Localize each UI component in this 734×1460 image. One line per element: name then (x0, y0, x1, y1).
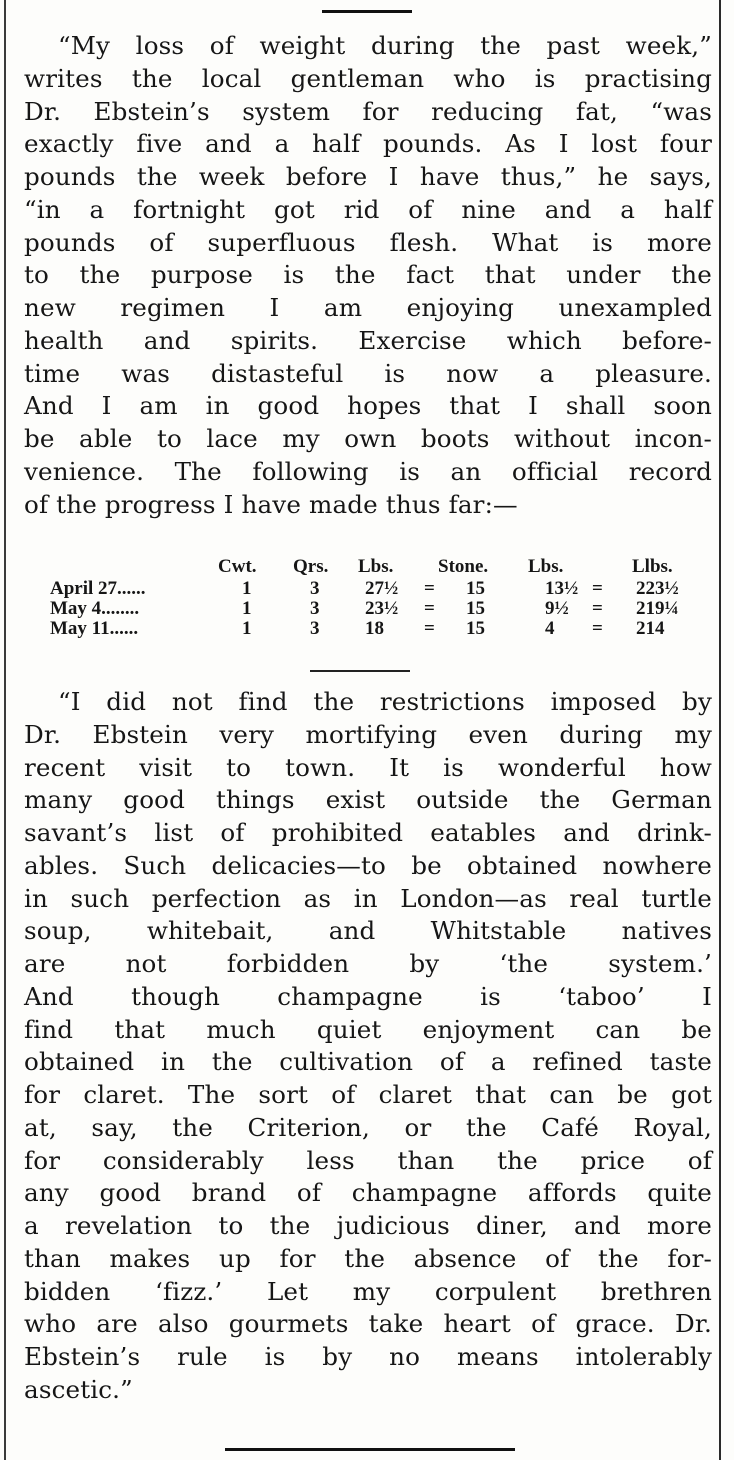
weight-record-table (0, 556, 734, 666)
table-cell-date: May 4........ (50, 598, 140, 619)
text-line: soup, whitebait, and Whitstable natives (24, 916, 712, 946)
text-line: savant’s list of prohibited eatables and drink- (24, 818, 712, 847)
table-cell-cwt: 1 (242, 578, 252, 599)
table-header-total-lbs: Llbs. (632, 556, 673, 577)
text-line: a revelation to the judicious diner, and more (24, 1211, 712, 1240)
text-line: than makes up for the absence of the for- (24, 1243, 712, 1273)
text-line: at, say, the Criterion, or the Café Royal, (24, 1112, 712, 1142)
text-line: recent visit to town. It is wonderful how (24, 752, 712, 782)
table-header-stone: Stone. (438, 556, 489, 577)
text-line: new regimen I am enjoying unexampled (24, 293, 712, 322)
table-cell-total: 214 (636, 618, 665, 639)
text-line: health and spirits. Exercise which before- (24, 325, 712, 355)
table-cell-stone: 15 (466, 618, 485, 639)
text-line: “in a fortnight got rid of nine and a half (24, 194, 712, 224)
table-cell-equals: = (424, 598, 435, 619)
table-cell-lbs-2: 13½ (545, 578, 579, 599)
table-cell-lbs-2: 4 (545, 618, 555, 639)
text-line: be able to lace my own boots without incon- (24, 424, 712, 453)
text-line: ables. Such delicacies—to be obtained nowhere (24, 850, 712, 880)
table-cell-qrs: 3 (310, 618, 320, 639)
table-header-qrs: Qrs. (293, 556, 329, 577)
table-cell-date: April 27...... (50, 578, 146, 599)
table-header-lbs-2: Lbs. (528, 556, 564, 577)
text-line: obtained in the cultivation of a refined taste (24, 1047, 712, 1077)
section-divider-middle (310, 670, 410, 672)
text-line: time was distasteful is now a pleasure. (24, 358, 712, 388)
text-line: venience. The following is an official record (24, 456, 712, 486)
text-line: “I did not find the restrictions imposed by (58, 687, 712, 716)
text-line: Ebstein’s rule is by no means intolerably (24, 1342, 712, 1371)
table-cell-lbs: 18 (365, 618, 384, 639)
table-cell-equals: = (592, 598, 603, 619)
text-line: bidden ‘fizz.’ Let my corpulent brethren (24, 1276, 712, 1306)
text-line: of the progress I have made thus far:— (24, 489, 518, 519)
table-cell-lbs: 23½ (365, 598, 399, 619)
text-line: writes the local gentleman who is practising (24, 63, 712, 93)
table-cell-equals: = (424, 618, 435, 639)
paragraph-restrictions (24, 686, 712, 1407)
table-cell-qrs: 3 (310, 598, 320, 619)
table-cell-stone: 15 (466, 598, 485, 619)
paragraph-weight-loss (24, 30, 712, 521)
table-cell-equals: = (592, 578, 603, 599)
table-cell-stone: 15 (466, 578, 485, 599)
section-divider-bottom (225, 1448, 515, 1451)
table-header-cwt: Cwt. (218, 556, 257, 577)
text-line: are not forbidden by ‘the system.’ (24, 949, 712, 978)
column-rule-right (719, 0, 721, 1460)
table-cell-total: 219¼ (636, 598, 679, 619)
text-line: And I am in good hopes that I shall soon (24, 391, 712, 421)
text-line: “My loss of weight during the past week,” (58, 31, 712, 60)
section-divider-top (322, 10, 412, 13)
text-line: pounds of superfluous flesh. What is more (24, 227, 712, 257)
text-line: for claret. The sort of claret that can be got (24, 1080, 712, 1109)
text-line: who are also gourmets take heart of grace. Dr. (24, 1309, 712, 1339)
text-line: to the purpose is the fact that under the (24, 260, 712, 290)
text-line: find that much quiet enjoyment can be (24, 1014, 712, 1044)
table-cell-lbs: 27½ (365, 578, 399, 599)
text-line: pounds the week before I have thus,” he says, (24, 162, 712, 191)
table-cell-lbs-2: 9½ (545, 598, 569, 619)
table-cell-cwt: 1 (242, 598, 252, 619)
table-header-lbs: Lbs. (358, 556, 394, 577)
text-line: in such perfection as in London—as real turtle (24, 883, 712, 913)
table-cell-qrs: 3 (310, 578, 320, 599)
text-line: And though champagne is ‘taboo’ I (24, 981, 712, 1011)
table-cell-cwt: 1 (242, 618, 252, 639)
column-rule-left (4, 0, 6, 1460)
text-line: ascetic.” (24, 1374, 133, 1404)
table-cell-date: May 11...... (50, 618, 139, 639)
text-line: Dr. Ebstein’s system for reducing fat, “was (24, 96, 712, 126)
table-cell-equals: = (592, 618, 603, 639)
table-cell-total: 223½ (636, 578, 679, 599)
text-line: Dr. Ebstein very mortifying even during my (24, 719, 712, 749)
text-line: any good brand of champagne affords quite (24, 1178, 712, 1208)
text-line: for considerably less than the price of (24, 1145, 712, 1175)
text-line: many good things exist outside the German (24, 785, 712, 815)
text-line: exactly five and a half pounds. As I lost four (24, 129, 712, 159)
table-cell-equals: = (424, 578, 435, 599)
